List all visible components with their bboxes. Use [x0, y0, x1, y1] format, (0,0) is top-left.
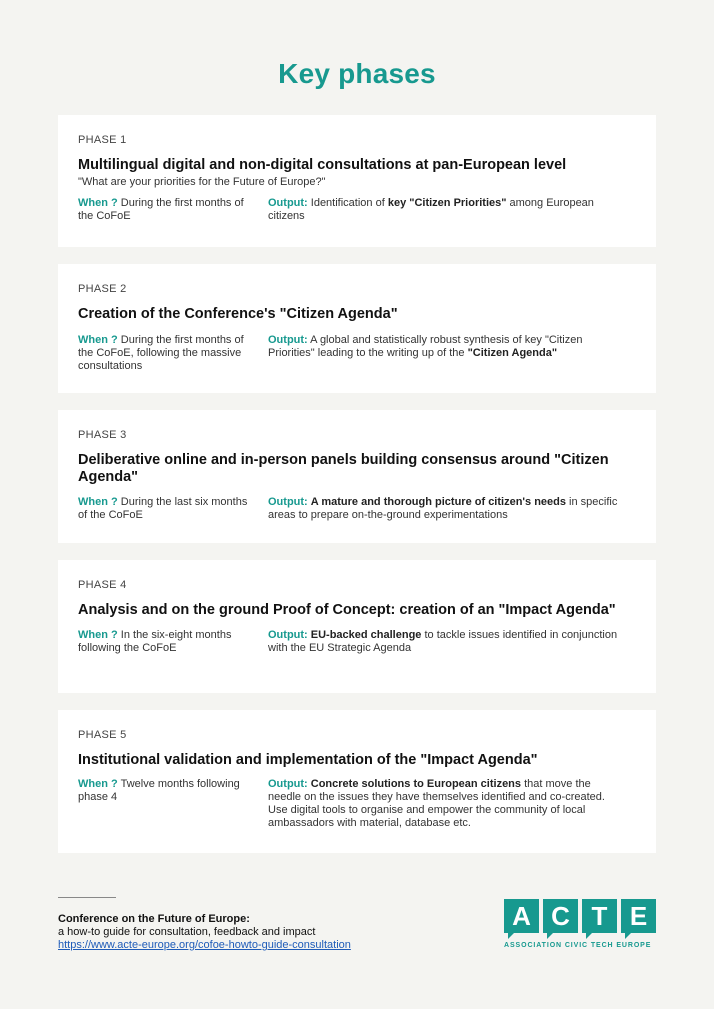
acte-logo: [504, 899, 656, 949]
phase-title: Deliberative online and in-person panels building consensus around "Citizen Agenda": [78, 452, 609, 485]
when-label: When ?: [78, 778, 118, 790]
phase-when: [78, 629, 268, 655]
logo-letters: [504, 899, 656, 933]
when-label: When ?: [78, 496, 118, 508]
output-text-end: among European citizens: [268, 197, 594, 222]
phase-card-4: [58, 560, 656, 693]
output-text-end: in specific areas to prepare on-the-ground experimentations: [268, 496, 618, 521]
when-label: When ?: [78, 629, 118, 641]
output-text-end: that move the needle on the issues they have themselves identified and co-created. Use digital tools to organise and empower the community of local ambassadors with material, database etc.: [268, 778, 605, 829]
phase-quote: "What are your priorities for the Future of Europe?": [78, 176, 326, 188]
footer-subtitle: a how-to guide for consultation, feedback and impact: [58, 926, 316, 938]
when-text: In the six-eight months following the CoFoE: [78, 629, 232, 654]
output-highlight: A mature and thorough picture of citizen's needs: [310, 496, 566, 508]
page-title: Key phases: [278, 58, 436, 89]
phase-title: Institutional validation and implementation of the "Impact Agenda": [78, 752, 538, 768]
phase-label: PHASE 4: [78, 579, 127, 591]
phase-card-5: [58, 710, 656, 853]
when-text: During the first months of the CoFoE: [78, 197, 244, 222]
output-text-end: to tackle issues identified in conjunction with the EU Strategic Agenda: [268, 629, 618, 654]
output-label: Output:: [268, 197, 308, 209]
phase-title: Creation of the Conference's "Citizen Agenda": [78, 306, 398, 322]
phase-details: [78, 197, 636, 223]
phase-output: [268, 629, 636, 655]
phase-label: PHASE 2: [78, 283, 127, 295]
footer-divider: [58, 897, 116, 898]
phase-details: [78, 334, 636, 373]
footer-title: Conference on the Future of Europe:: [58, 913, 250, 925]
phase-when: [78, 496, 268, 522]
output-label: Output:: [268, 496, 308, 508]
when-text: During the first months of the CoFoE, following the massive consultations: [78, 334, 244, 372]
footer: [58, 913, 351, 952]
phase-when: [78, 197, 268, 223]
output-text: Identification of: [310, 197, 388, 209]
logo-subtitle: ASSOCIATION CIVIC TECH EUROPE: [504, 942, 652, 949]
phase-when: [78, 334, 268, 373]
output-label: Output:: [268, 778, 308, 790]
phase-card-1: [58, 115, 656, 247]
logo-letter-t: T: [582, 899, 617, 933]
phase-output: [268, 778, 636, 830]
phase-details: [78, 629, 636, 655]
phase-label: PHASE 1: [78, 134, 127, 146]
phase-label: PHASE 3: [78, 429, 127, 441]
when-label: When ?: [78, 334, 118, 346]
output-label: Output:: [268, 334, 308, 346]
phase-output: [268, 496, 636, 522]
when-text: Twelve months following phase 4: [78, 778, 240, 803]
logo-letter-c: C: [543, 899, 578, 933]
phase-output: [268, 334, 636, 373]
phase-card-2: [58, 264, 656, 393]
output-highlight: key "Citizen Priorities": [387, 197, 507, 209]
when-text: During the last six months of the CoFoE: [78, 496, 248, 521]
output-label: Output:: [268, 629, 308, 641]
phase-details: [78, 496, 636, 522]
logo-letter-e: E: [621, 899, 656, 933]
output-highlight: Concrete solutions to European citizens: [310, 778, 522, 790]
output-text: A global and statistically robust synthesis of key "Citizen Priorities" leading to the writing up of the: [268, 334, 583, 359]
phase-label: PHASE 5: [78, 729, 127, 741]
phase-card-3: [58, 410, 656, 543]
phase-details: [78, 778, 636, 830]
footer-link[interactable]: https://www.acte-europe.org/cofoe-howto-guide-consultation: [58, 939, 351, 951]
output-highlight: EU-backed challenge: [310, 629, 422, 641]
when-label: When ?: [78, 197, 118, 209]
output-highlight: "Citizen Agenda": [467, 347, 558, 359]
phase-title: Multilingual digital and non-digital consultations at pan-European level: [78, 157, 567, 173]
phase-output: [268, 197, 636, 223]
logo-letter-a: A: [504, 899, 539, 933]
phase-title: Analysis and on the ground Proof of Concept: creation of an "Impact Agenda": [78, 602, 616, 618]
phase-when: [78, 778, 268, 830]
